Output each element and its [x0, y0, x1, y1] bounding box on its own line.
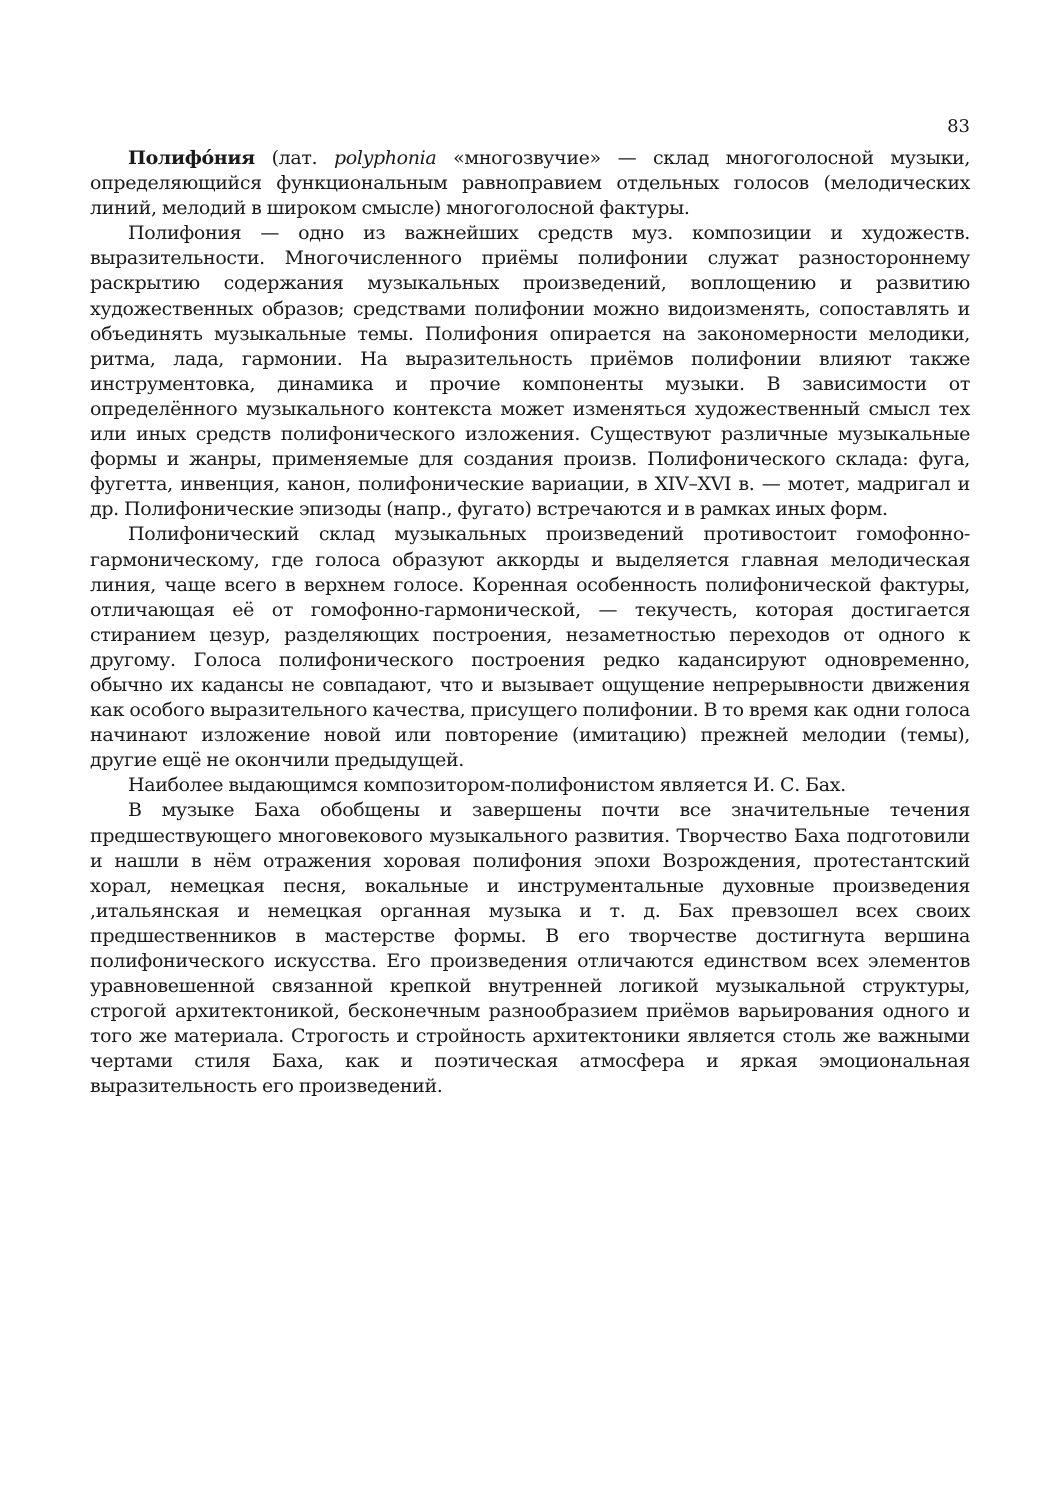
intro-definition: «многозвучие» — склад многоголосной музыки, определяющийся функциональным равноправием отдельных голосов (мелодических линий, мелодий в широком смысле) многоголосной фактуры. [90, 147, 971, 220]
paragraph-polyphony-means: Полифония — одно из важнейших средств муз. композиции и художеств. выразительности. Многочисленного приёмы полифонии служат разностороннему раскрытию содержания музыкальных произведений, воплощению и развитию художественных образов; средствами полифонии можно видоизменять, сопоставлять и объединять музыкальные темы. Полифония опирается на закономерности мелодики, ритма, лада, гармонии. На выразительность приёмов полифонии влияют также инструментовка, динамика и прочие компоненты музыки. В зависимости от определённого музыкального контекста может изменяться художественный смысл тех или иных средств полифонического изложения. Существуют различные музыкальные формы и жанры, применяемые для создания произв. Полифонического склада: фуга, фугетта, инвенция, канон, полифонические вариации, в XIV–XVI в. — мотет, мадригал и др. Полифонические эпизоды (напр., фугато) встречаются и в рамках иных форм. [90, 222, 970, 521]
paragraph-bach-intro: Наиболее выдающимся композитором-полифонистом является И. С. Бах. [128, 774, 846, 797]
paragraph-bach-music: В музыке Баха обобщены и завершены почти все значительные течения предшествующего многовекового музыкального развития. Творчество Баха подготовили и нашли в нём отражения хоровая полифония эпохи Возрождения, протестантский хорал, немецкая песня, вокальные и инструментальные духовные произведения ,итальянская и немецкая органная музыка и т. д. Бах превзошел всех своих предшественников в мастерстве формы. В его творчестве достигнута вершина полифонического искусства. Его произведения отличаются единством всех элементов уравновешенной связанной крепкой внутренней логикой музыкальной структуры, строгой архитектоникой, бесконечным разнообразием приёмов варьирования одного и того же материала. Строгость и стройность архитектоники является столь же важными чертами стиля Баха, как и поэтическая атмосфера и яркая эмоциональная выразительность его произведений. [90, 799, 970, 1098]
page-number: 83 [947, 116, 970, 137]
latin-term: polyphonia [333, 147, 437, 169]
intro-paragraph [90, 146, 970, 221]
paragraph-polyphonic-texture: Полифонический склад музыкальных произведений противостоит гомофонно-гармоническому, где голоса образуют аккорды и выделяется главная мелодическая линия, чаще всего в верхнем голосе. Коренная особенность полифонической фактуры, отличающая её от гомофонно-гармонической, — текучесть, которая достигается стиранием цезур, разделяющих построения, незаметностью переходов от одного к другому. Голоса полифонического построения редко кадансируют одновременно, обычно их кадансы не совпадают, что и вызывает ощущение непрерывности движения как особого выразительного качества, присущего полифонии. В то время как одни голоса начинают изложение новой или повторение (имитацию) прежней мелодии (темы), другие ещё не окончили предыдущей. [90, 523, 970, 772]
book-page [90, 112, 970, 1100]
intro-prefix: (лат. [254, 147, 334, 169]
term-heading: Полифо́ния [128, 147, 255, 169]
